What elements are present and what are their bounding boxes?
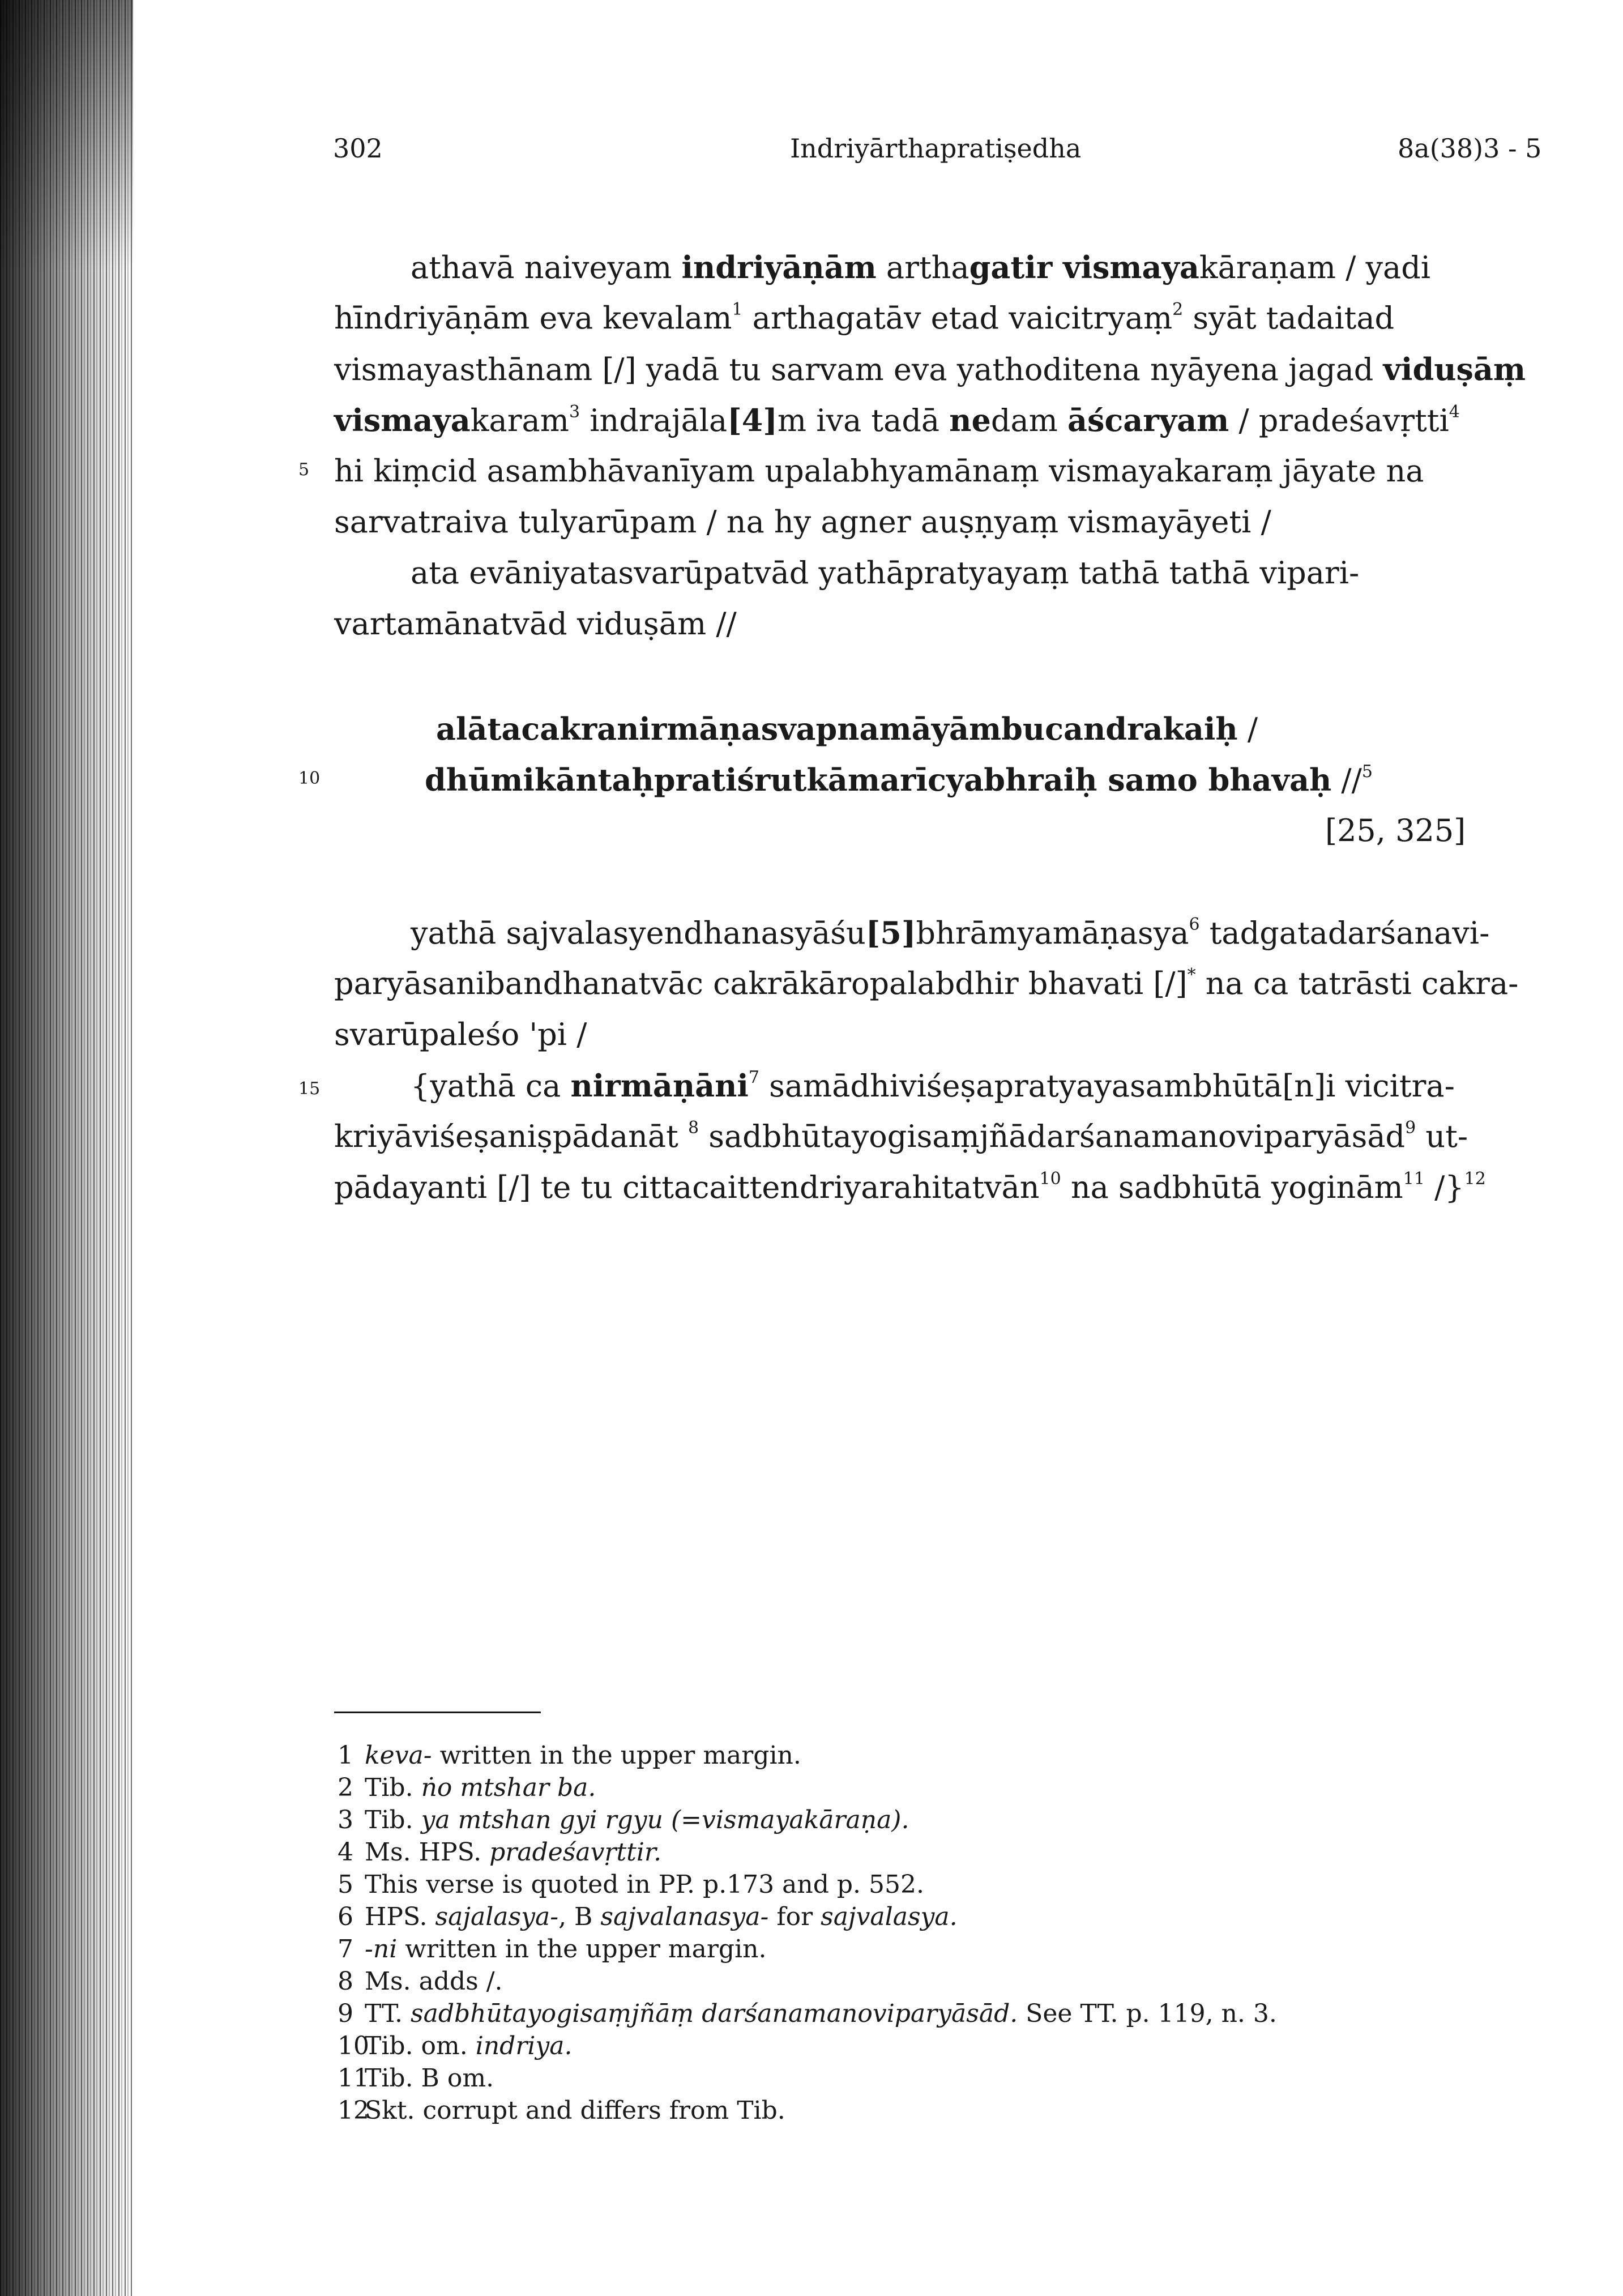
footnote: 3 Tib. ya mtshan gyi rgyu (=vismayakāraṇa). — [338, 1806, 909, 1834]
body-line-14: pādayanti [/] te tu cittacaittendriyarahitatvān$^{10}$ na sadbhūtā yoginām$^{11}$ /}$^{12}$ — [334, 1169, 1486, 1205]
body-line-4: vismayakaram$^3$ indrajāla[4]m iva tadā nedam āścaryam / pradeśavṛtti$^4$ — [334, 402, 1460, 438]
line-number-15: 15 — [298, 1079, 321, 1099]
scan-binding-edge — [0, 0, 133, 2296]
footnote: 7 -ni written in the upper margin. — [338, 1935, 767, 1964]
page-number: 302 — [333, 133, 383, 164]
body-line-2: hīndriyāṇām eva kevalam$^1$ arthagatāv etad vaicitryaṃ$^2$ syāt tadaitad — [334, 300, 1395, 336]
footnote: 4 Ms. HPS. pradeśavṛttir. — [338, 1838, 662, 1867]
body-line-6: sarvatraiva tulyarūpam / na hy agner auṣṇyaṃ vismayāyeti / — [334, 504, 1271, 540]
body-line-1: athavā naiveyam indriyāṇām arthagatir vismayakāraṇam / yadi — [411, 249, 1431, 285]
line-number-5: 5 — [298, 460, 310, 480]
running-title: Indriyārthapratiṣedha — [790, 133, 1082, 164]
footnote-rule — [334, 1712, 541, 1713]
manuscript-reference: 8a(38)3 - 5 — [1398, 133, 1542, 164]
footnote: 6 HPS. sajalasya-, B sajvalanasya- for sajvalasya. — [338, 1902, 958, 1931]
body-line-9: yathā sajvalasyendhanasyāśu[5]bhrāmyamāṇasya$^6$ tadgatadarśanavi- — [411, 915, 1490, 951]
body-line-8: vartamānatvād viduṣām // — [334, 606, 737, 642]
footnote: 10Tib. om. indriya. — [338, 2032, 573, 2060]
line-number-10: 10 — [298, 769, 321, 788]
verse-reference: [25, 325] — [1325, 813, 1466, 848]
body-line-3: vismayasthānam [/] yadā tu sarvam eva yathoditena nyāyena jagad viduṣāṃ — [334, 351, 1526, 387]
body-line-5: hi kiṃcid asambhāvanīyam upalabhyamānaṃ vismayakaraṃ jāyate na — [334, 453, 1424, 489]
footnote: 5 This verse is quoted in PP. p.173 and p. 552. — [338, 1870, 924, 1899]
verse-line-1: alātacakranirmāṇasvapnamāyāmbucandrakaiḥ / — [436, 711, 1258, 747]
body-line-11: svarūpaleśo 'pi / — [334, 1017, 587, 1052]
footnote: 1 keva- written in the upper margin. — [338, 1741, 801, 1770]
footnote: 11Tib. B om. — [338, 2064, 494, 2093]
footnote: 8 Ms. adds /. — [338, 1967, 503, 1996]
scan-shadow — [0, 0, 133, 272]
body-line-12: {yathā ca nirmāṇāni$^7$ samādhiviśeṣapratyayasambhūtā[n]i vicitra- — [411, 1068, 1455, 1104]
footnote: 12Skt. corrupt and differs from Tib. — [338, 2096, 785, 2125]
body-line-13: kriyāviśeṣaniṣpādanāt $^8$ sadbhūtayogisaṃjñādarśanamanoviparyāsād$^9$ ut- — [334, 1118, 1468, 1154]
body-line-10: paryāsanibandhanatvāc cakrākāropalabdhir bhavati [/]* na ca tatrāsti cakra- — [334, 965, 1519, 1001]
verse-line-2: dhūmikāntaḥpratiśrutkāmarīcyabhraiḥ samo bhavaḥ //$^5$ — [425, 762, 1373, 798]
footnote: 2 Tib. ṅo mtshar ba. — [338, 1773, 596, 1802]
body-line-7: ata evāniyatasvarūpatvād yathāpratyayaṃ tathā tathā vipari- — [411, 555, 1360, 591]
footnote: 9 TT. sadbhūtayogisaṃjñāṃ darśanamanoviparyāsād. See TT. p. 119, n. 3. — [338, 1999, 1277, 2028]
